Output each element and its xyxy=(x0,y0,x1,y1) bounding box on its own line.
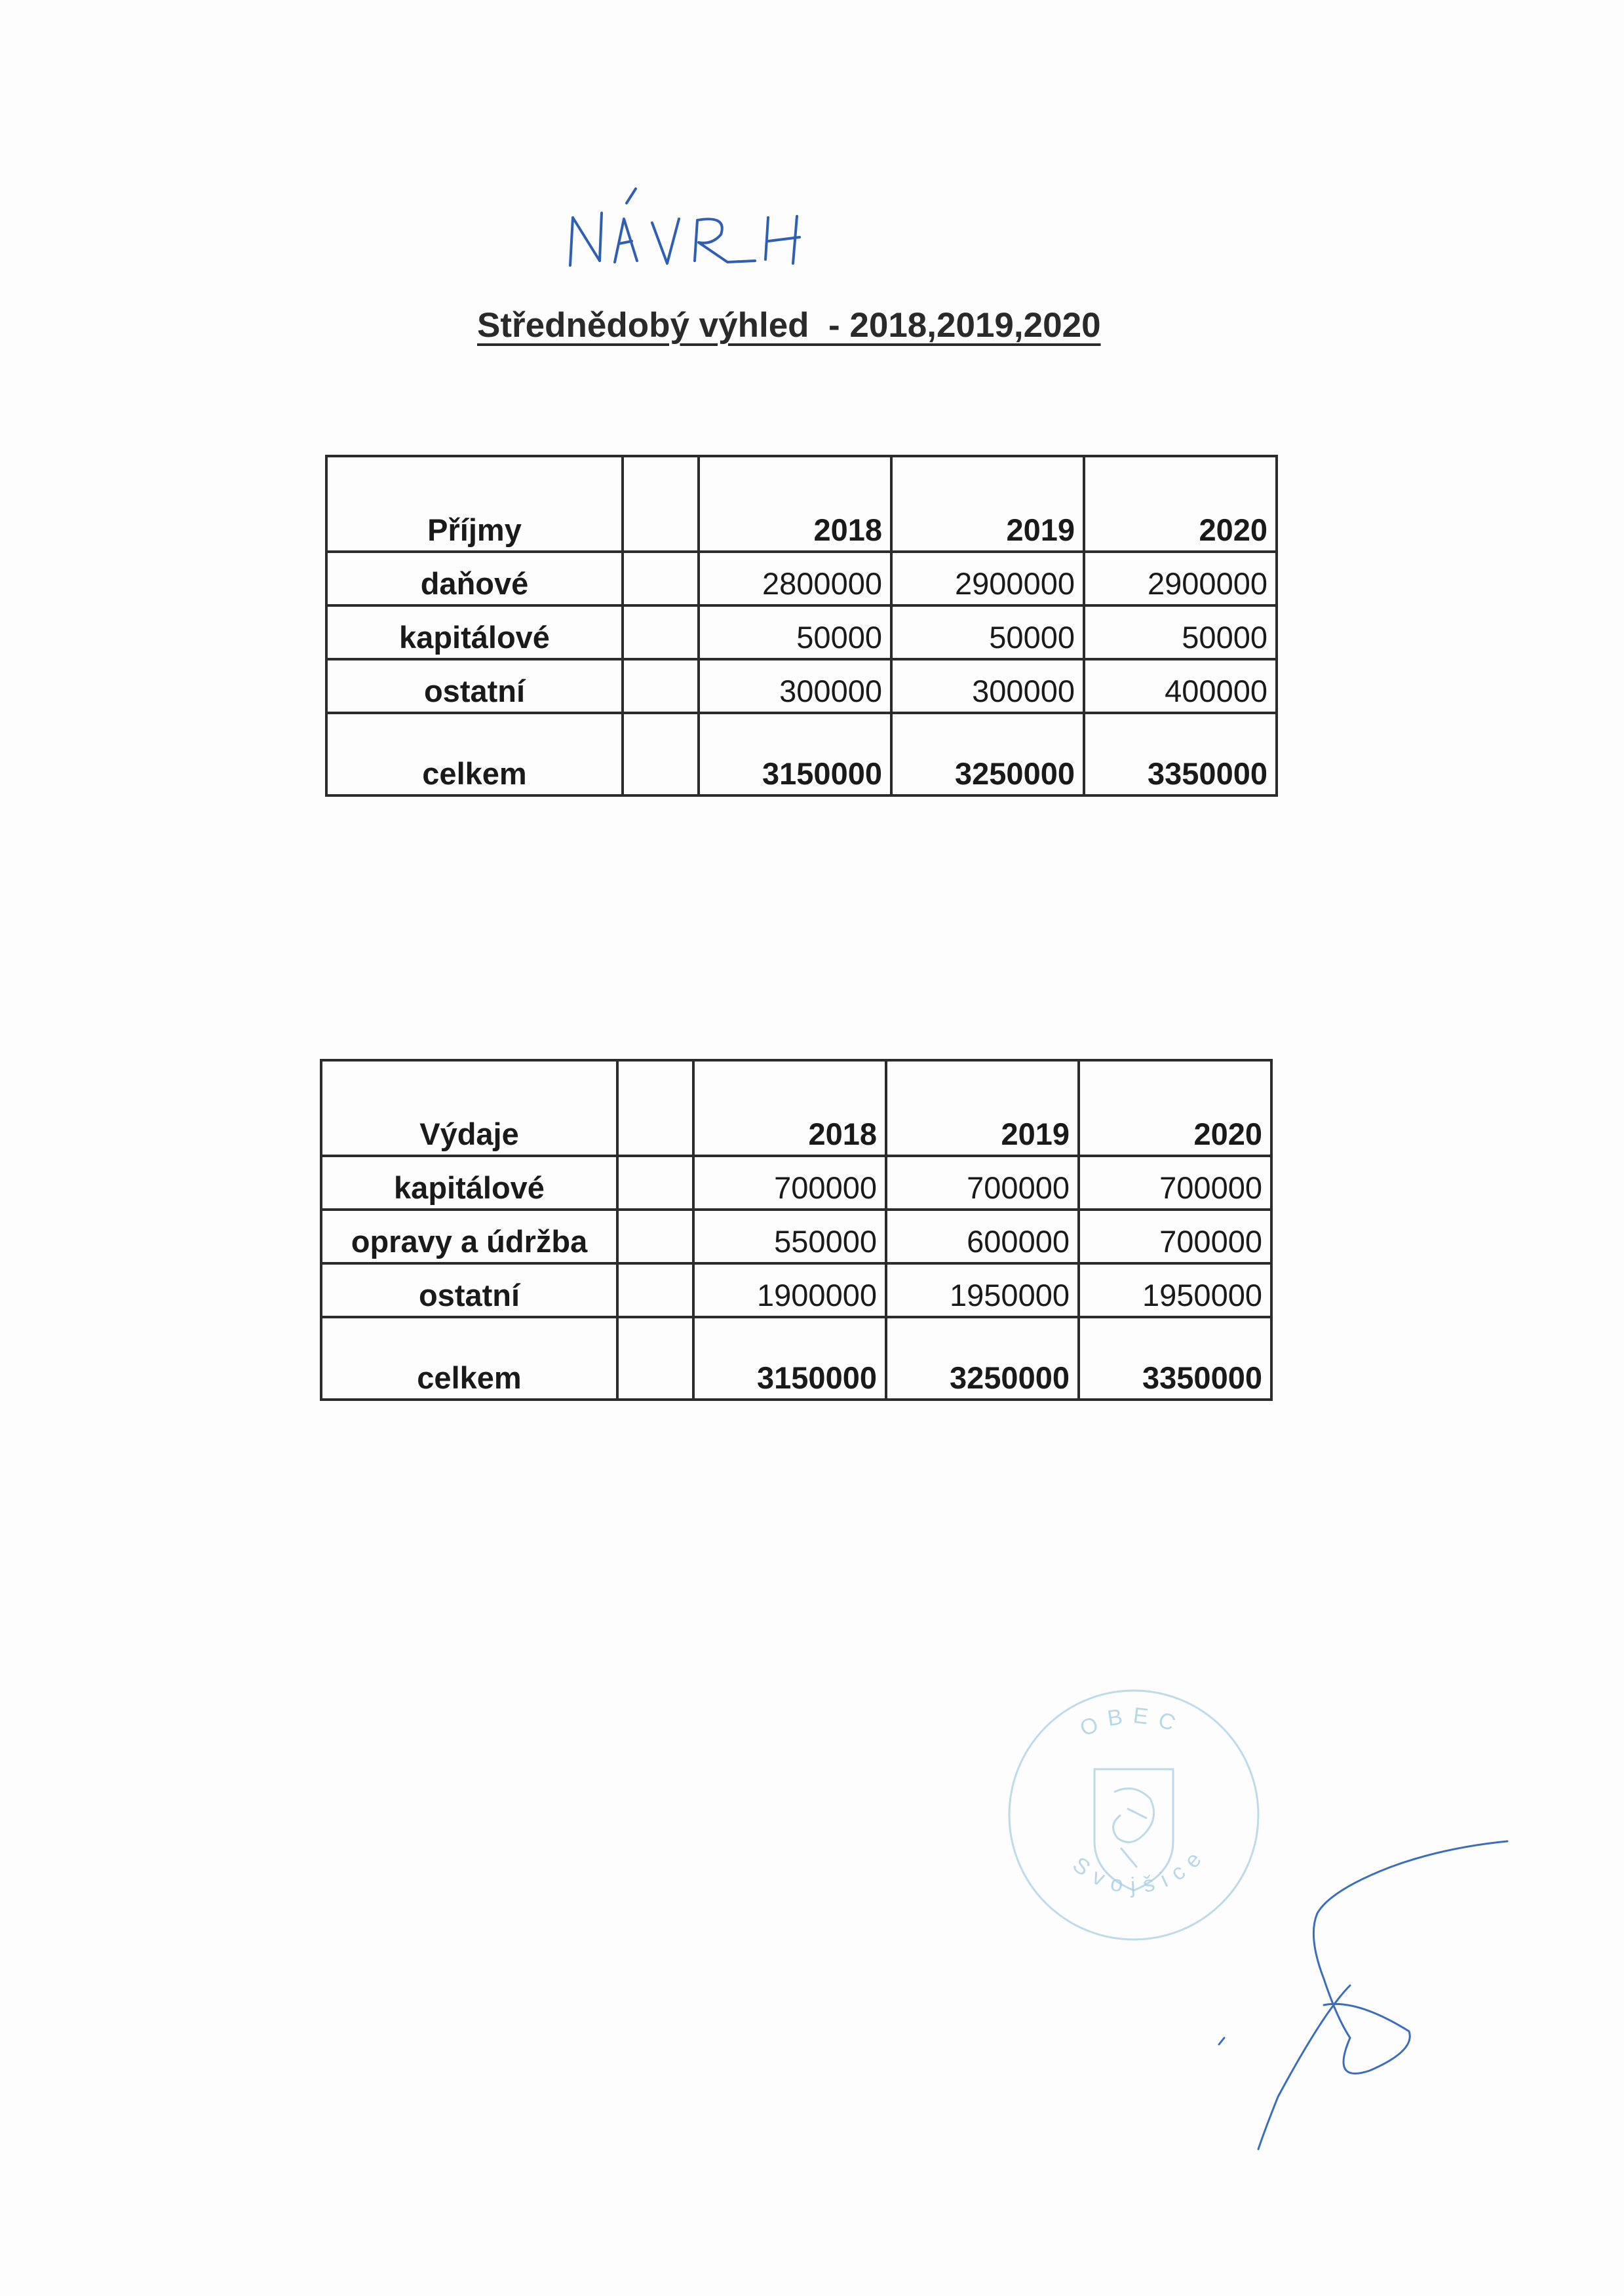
signature xyxy=(1193,1822,1520,2162)
value-cell: 700000 xyxy=(693,1156,886,1210)
row-label: daňové xyxy=(326,552,623,605)
value-cell: 600000 xyxy=(886,1210,1079,1263)
document-title: Střednědobý výhled - 2018,2019,2020 xyxy=(477,306,1101,345)
stamp-text-bottom: Svojšice xyxy=(1068,1840,1212,1899)
stamp-text-top: OBEC xyxy=(1076,1703,1188,1742)
row-label: ostatní xyxy=(326,659,623,713)
handwritten-navrh-note xyxy=(564,177,878,282)
total-row xyxy=(326,713,1277,795)
blank-cell xyxy=(617,1210,693,1263)
value-cell: 2900000 xyxy=(891,552,1084,605)
total-value: 3250000 xyxy=(886,1317,1079,1400)
year-2019: 2019 xyxy=(886,1060,1079,1156)
value-cell: 300000 xyxy=(699,659,891,713)
blank-cell xyxy=(617,1060,693,1156)
total-value: 3350000 xyxy=(1084,713,1277,795)
row-label: ostatní xyxy=(321,1263,617,1317)
value-cell: 700000 xyxy=(1079,1210,1271,1263)
year-2020: 2020 xyxy=(1084,456,1277,552)
year-2019: 2019 xyxy=(891,456,1084,552)
svg-text:OBEC xyxy=(1076,1703,1188,1742)
total-value: 3150000 xyxy=(693,1317,886,1400)
row-label: kapitálové xyxy=(326,605,623,659)
value-cell: 700000 xyxy=(886,1156,1079,1210)
table-row xyxy=(326,605,1277,659)
row-label: opravy a údržba xyxy=(321,1210,617,1263)
year-2020: 2020 xyxy=(1079,1060,1271,1156)
table-row xyxy=(326,552,1277,605)
expenses-table xyxy=(320,1059,1273,1401)
svg-text:Svojšice xyxy=(1068,1841,1212,1899)
total-value: 3350000 xyxy=(1079,1317,1271,1400)
year-2018: 2018 xyxy=(693,1060,886,1156)
blank-cell xyxy=(623,659,699,713)
total-value: 3150000 xyxy=(699,713,891,795)
income-header-label: Příjmy xyxy=(326,456,623,552)
expenses-header-row xyxy=(321,1060,1271,1156)
table-row xyxy=(321,1156,1271,1210)
value-cell: 50000 xyxy=(699,605,891,659)
total-value: 3250000 xyxy=(891,713,1084,795)
total-row xyxy=(321,1317,1271,1400)
blank-cell xyxy=(617,1317,693,1400)
value-cell: 1950000 xyxy=(886,1263,1079,1317)
income-header-row xyxy=(326,456,1277,552)
row-label: kapitálové xyxy=(321,1156,617,1210)
value-cell: 50000 xyxy=(1084,605,1277,659)
blank-cell xyxy=(617,1156,693,1210)
table-row xyxy=(321,1263,1271,1317)
value-cell: 700000 xyxy=(1079,1156,1271,1210)
value-cell: 2800000 xyxy=(699,552,891,605)
blank-cell xyxy=(623,552,699,605)
table-row xyxy=(326,659,1277,713)
value-cell: 2900000 xyxy=(1084,552,1277,605)
value-cell: 550000 xyxy=(693,1210,886,1263)
blank-cell xyxy=(617,1263,693,1317)
blank-cell xyxy=(623,605,699,659)
total-label: celkem xyxy=(326,713,623,795)
value-cell: 300000 xyxy=(891,659,1084,713)
total-label: celkem xyxy=(321,1317,617,1400)
value-cell: 50000 xyxy=(891,605,1084,659)
value-cell: 400000 xyxy=(1084,659,1277,713)
table-row xyxy=(321,1210,1271,1263)
expenses-header-label: Výdaje xyxy=(321,1060,617,1156)
blank-cell xyxy=(623,713,699,795)
value-cell: 1950000 xyxy=(1079,1263,1271,1317)
value-cell: 1900000 xyxy=(693,1263,886,1317)
blank-cell xyxy=(623,456,699,552)
year-2018: 2018 xyxy=(699,456,891,552)
income-table xyxy=(325,455,1278,797)
